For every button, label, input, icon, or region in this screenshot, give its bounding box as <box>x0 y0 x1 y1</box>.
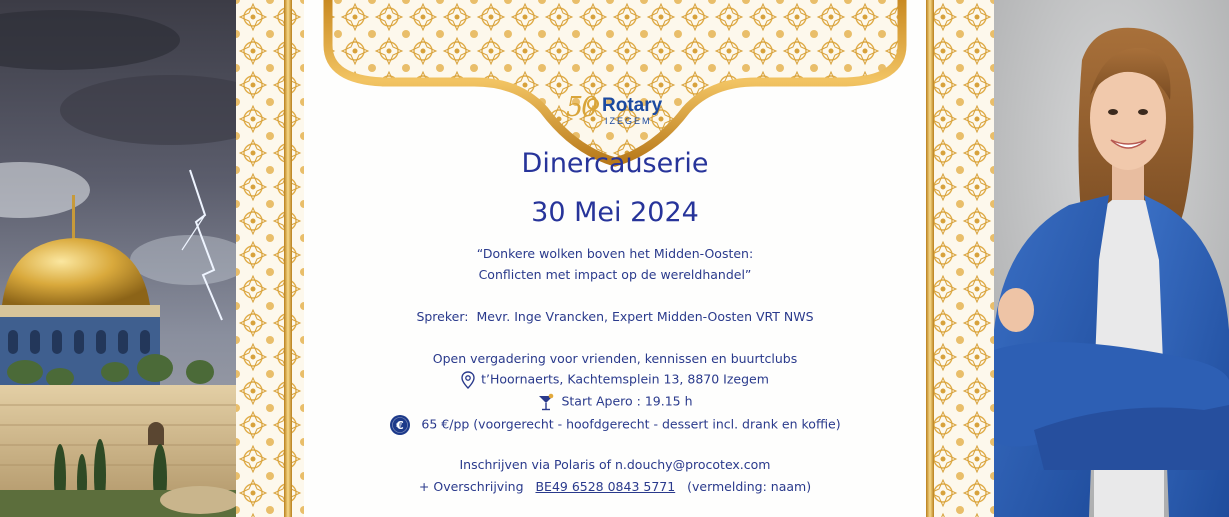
transfer-suffix: (vermelding: naam) <box>687 479 812 494</box>
cocktail-glass-icon <box>537 393 555 411</box>
ornamental-pattern-left <box>236 0 304 517</box>
svg-text:€: € <box>396 419 405 432</box>
location-text: t’Hoornaerts, Kachtemsplein 13, 8870 Izegem <box>481 371 769 387</box>
audience-line: Open vergadering voor vrienden, kennissen en buurtclubs <box>432 351 798 366</box>
topic-line-1: “Donkere wolken boven het Midden-Oosten: <box>476 246 754 261</box>
speaker-line <box>304 309 926 324</box>
dome-of-the-rock-photo <box>0 0 236 517</box>
iban-number: BE49 6528 0843 5771 <box>535 479 676 494</box>
ornamental-pattern-right <box>926 0 994 517</box>
map-pin-icon <box>461 371 475 389</box>
rotary-izegem-logo <box>562 92 672 128</box>
anniversary-number: 50 <box>566 92 597 123</box>
speaker-portrait-photo <box>994 0 1229 517</box>
event-title: Dinercauserie <box>521 148 709 179</box>
rotary-wheel-icon <box>587 98 599 110</box>
location-line <box>304 371 926 389</box>
transfer-prefix: + Overschrijving <box>418 479 524 494</box>
transfer-line <box>304 479 926 494</box>
speaker-label: Spreker: <box>416 309 469 324</box>
speaker-text: Mevr. Inge Vrancken, Expert Midden-Oosten VRT NWS <box>476 309 814 324</box>
invitation-panel <box>304 0 926 517</box>
event-date: 30 Mei 2024 <box>531 197 699 228</box>
apero-line <box>304 393 926 411</box>
logo-brand: Rotary <box>602 95 663 116</box>
price-text: 65 €/pp (voorgerecht - hoofdgerecht - dessert incl. drank en koffie) <box>421 416 841 432</box>
logo-city: IZEGEM <box>605 116 652 126</box>
ornamental-arch-header <box>304 0 926 170</box>
topic-line-2: Conflicten met impact op de wereldhandel” <box>478 267 752 282</box>
price-line <box>304 414 926 436</box>
apero-text: Start Apero : 19.15 h <box>561 393 693 409</box>
euro-coin-icon <box>389 414 411 436</box>
registration-line: Inschrijven via Polaris of n.douchy@procotex.com <box>459 457 771 472</box>
